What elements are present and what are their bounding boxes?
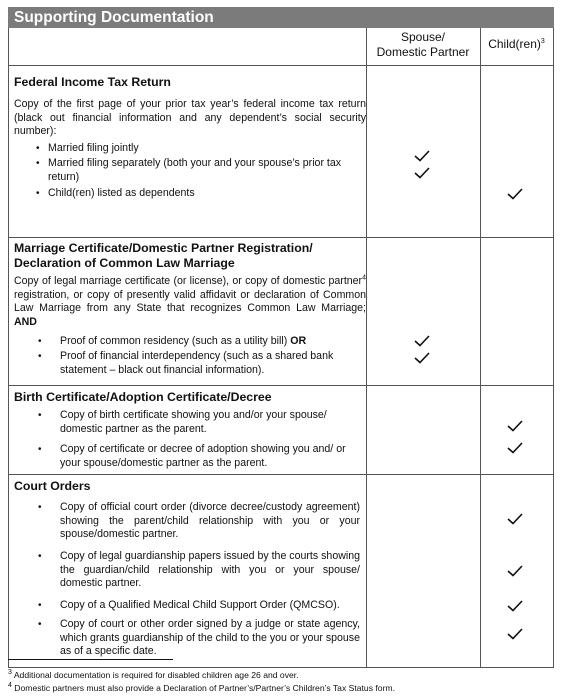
check-icon [507,188,523,200]
list-item: • Copy of legal guardianship papers issued by the courts showing the guardian/child relationship with you or your spouse/ domestic partner. [38,550,360,589]
list-item: • Copy of court or other order signed by a judge or state agency, which grants guardianship of the child to the you or your spouse as of a specific date. [38,618,360,657]
list-item: • Child(ren) listed as dependents [36,187,195,199]
supporting-documentation-table [8,7,554,668]
section-description: Copy of legal marriage certificate (or license), or copy of domestic partner$^4$ registration, or copy of presently valid affidavit or declaration of Common Law Marriage from any State that recognizes Common Law Marriage; AND [14,274,366,328]
section-birth-certificate [8,386,554,475]
list-item: • Copy of a Qualified Medical Child Support Order (QMCSO). [38,599,340,611]
list-item: • Married filing separately (both your and your spouse’s prior tax return) [36,157,342,183]
check-icon [507,513,523,525]
list-item: • Proof of common residency (such as a utility bill) OR [38,335,307,347]
check-icon [507,442,523,454]
footnote-3: $^3$ Additional documentation is required for disabled children age 26 and over. [8,669,299,680]
check-icon [414,335,430,347]
column-header-row [8,28,554,66]
section-title: Federal Income Tax Return [14,75,171,89]
check-icon [507,628,523,640]
section-court-orders [8,475,554,668]
check-icon [414,167,430,179]
check-icon [414,352,430,364]
section-marriage-certificate [8,238,554,386]
list-item: • Copy of certificate or decree of adoption showing you and/ or your spouse/domestic partner as the parent. [38,443,346,469]
footnote-4: $^4$ Domestic partners must also provide a Declaration of Partner’s/Partner’s Children’s Tax Status form. [8,682,395,693]
list-item: • Copy of birth certificate showing you and/or your spouse/ domestic partner as the parent. [38,409,327,435]
section-title: Birth Certificate/Adoption Certificate/Decree [14,390,272,404]
check-icon [414,150,430,162]
column-header-child: Child(ren)$^3$ [488,37,545,51]
footnote-divider [8,659,173,660]
list-item: • Proof of financial interdependency (such as a shared bank statement – black out financial information). [38,350,334,376]
list-item: • Married filing jointly [36,142,139,154]
check-icon [507,600,523,612]
check-icon [507,565,523,577]
section-title: Court Orders [14,479,91,493]
doc-table [8,28,554,668]
check-icon [507,420,523,432]
section-federal-tax-return [8,66,554,238]
column-header-spouse: Spouse/ Domestic Partner [376,30,470,59]
list-item: • Copy of official court order (divorce decree/custody agreement) showing the parent/child relationship with you or your spouse/domestic partner. [38,501,360,540]
section-title: Marriage Certificate/Domestic Partner Registration/ Declaration of Common Law Marriage [14,241,313,270]
section-description: Copy of the first page of your prior tax year’s federal income tax return (black out financial information and any dependent’s social security number): [14,98,366,137]
section-banner: Supporting Documentation [8,7,554,28]
